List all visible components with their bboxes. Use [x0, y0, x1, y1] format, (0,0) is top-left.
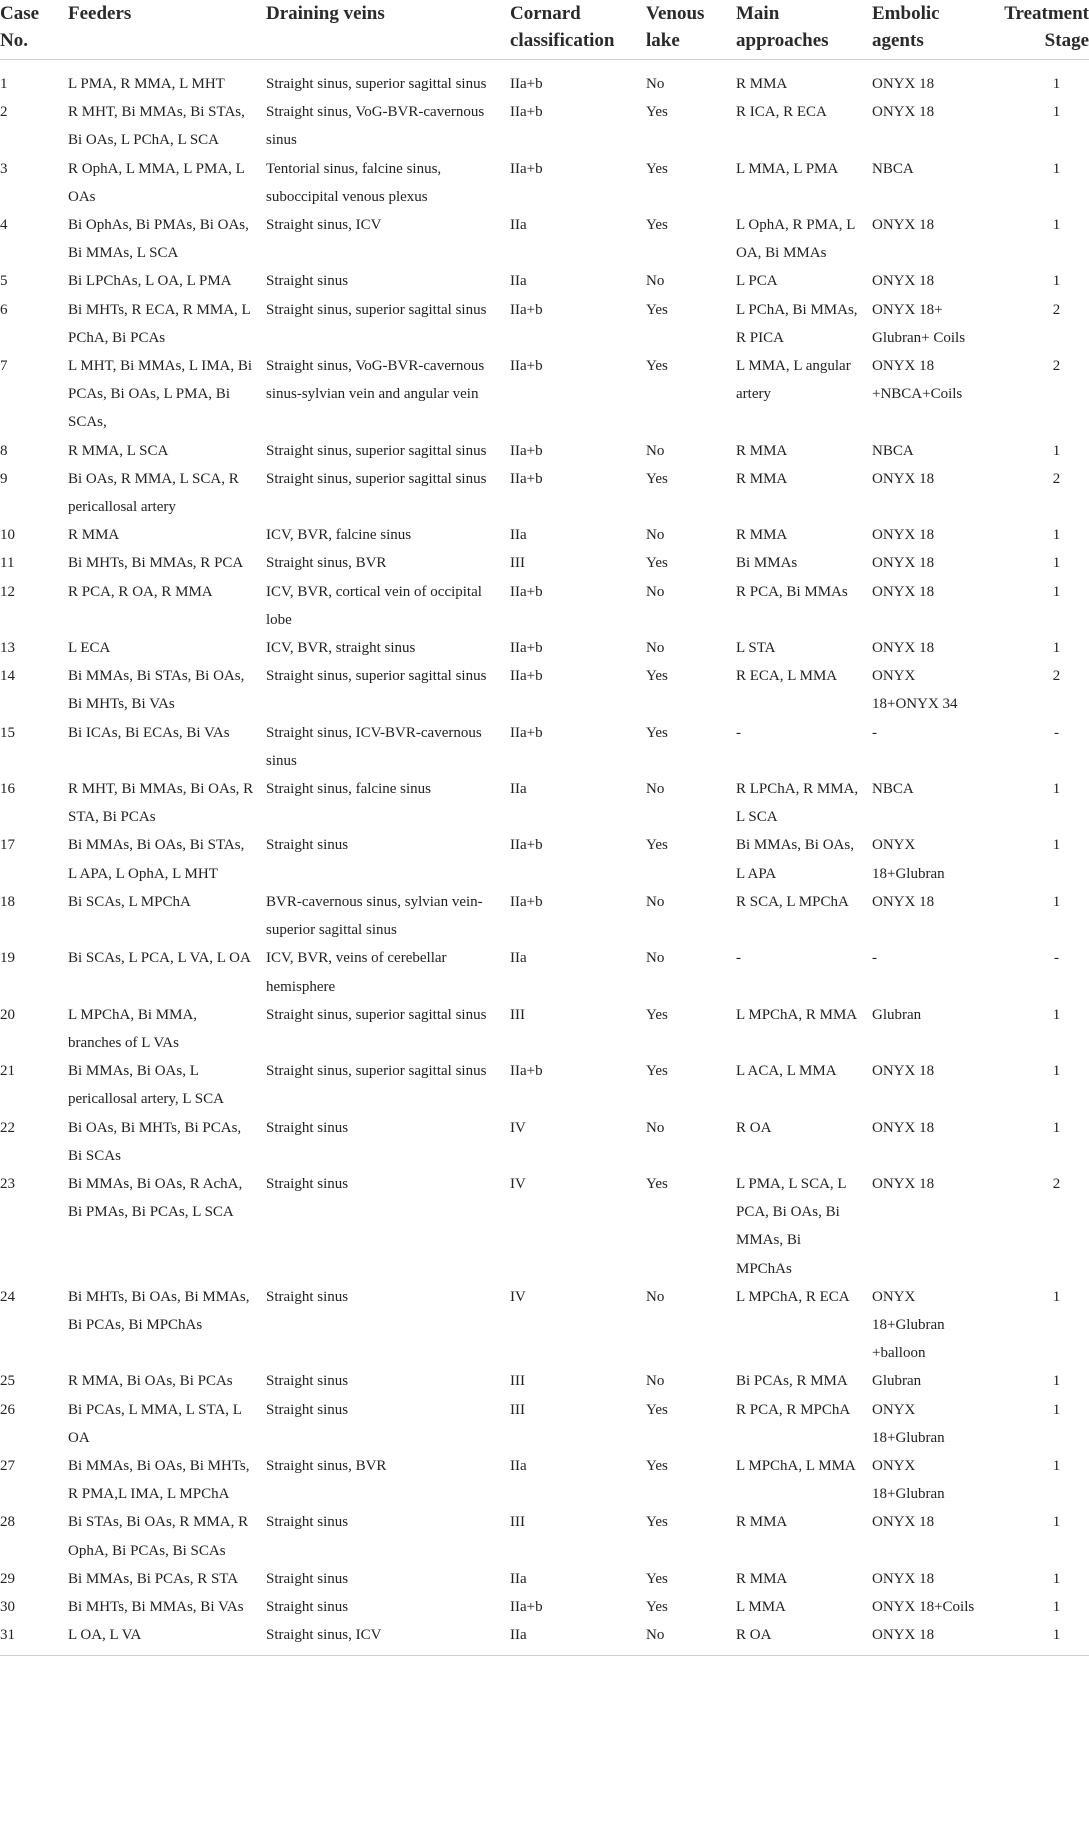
- table-row: [0, 775, 1089, 831]
- main-approaches-cell: R MMA: [736, 76, 788, 92]
- treatment-stage-cell: 2: [1052, 1175, 1061, 1192]
- draining-veins-cell: Straight sinus: [266, 1119, 349, 1136]
- draining-veins-cell: Straight sinus, VoG-BVR-cavernous sinus-sylvian vein and angular vein: [266, 358, 485, 403]
- cornard-cell: III: [510, 555, 525, 572]
- feeders-cell: Bi LPChAs, L OA, L PMA: [68, 273, 232, 290]
- treatment-stage-cell: 1: [1052, 1288, 1061, 1305]
- table-row: [0, 578, 1089, 634]
- draining-veins-cell: Straight sinus, superior sagittal sinus: [266, 76, 487, 92]
- case-no-cell: 29: [0, 1570, 15, 1587]
- draining-veins-cell: Straight sinus: [266, 1598, 349, 1615]
- draining-veins-cell: Straight sinus: [266, 1175, 349, 1192]
- venous-lake-cell: Yes: [646, 217, 668, 234]
- venous-lake-cell: No: [646, 1288, 665, 1305]
- venous-lake-cell: No: [646, 893, 665, 910]
- embolic-agents-cell: Glubran: [872, 1006, 922, 1023]
- feeders-cell: R MHT, Bi MMAs, Bi OAs, R STA, Bi PCAs: [68, 781, 254, 826]
- cornard-cell: IIa+b: [510, 104, 543, 121]
- draining-veins-cell: Straight sinus, superior sagittal sinus: [266, 1006, 487, 1023]
- table-row: [0, 944, 1089, 1000]
- table-row: [0, 1452, 1089, 1508]
- draining-veins-cell: Straight sinus, BVR: [266, 555, 387, 572]
- case-no-cell: 22: [0, 1119, 15, 1136]
- embolic-agents-cell: ONYX 18: [872, 1175, 935, 1192]
- main-approaches-cell: -: [736, 724, 741, 741]
- cornard-cell: IIa: [510, 217, 527, 234]
- feeders-cell: R PCA, R OA, R MMA: [68, 583, 213, 600]
- table-row: [0, 634, 1089, 662]
- feeders-cell: Bi MMAs, Bi OAs, R AchA, Bi PMAs, Bi PCAs, L SCA: [68, 1175, 243, 1221]
- cornard-cell: IIa: [510, 273, 527, 290]
- treatment-stage-cell: 2: [1052, 668, 1061, 685]
- main-approaches-cell: -: [736, 950, 741, 967]
- embolic-agents-cell: ONYX 18: [872, 273, 935, 290]
- feeders-cell: Bi MHTs, Bi OAs, Bi MMAs, Bi PCAs, Bi MPChAs: [68, 1288, 250, 1333]
- embolic-agents-cell: ONYX 18: [872, 640, 935, 657]
- main-approaches-cell: R PCA, R MPChA: [736, 1401, 851, 1418]
- draining-veins-cell: Straight sinus, superior sagittal sinus: [266, 668, 487, 685]
- table-header: [0, 0, 1089, 60]
- embolic-agents-cell: -: [872, 724, 877, 741]
- draining-veins-cell: ICV, BVR, cortical vein of occipital lobe: [266, 583, 482, 628]
- embolic-agents-cell: ONYX 18: [872, 527, 935, 544]
- draining-veins-cell: Straight sinus, ICV: [266, 217, 382, 234]
- table-row: [0, 155, 1089, 211]
- feeders-cell: L MPChA, Bi MMA, branches of L VAs: [68, 1006, 198, 1051]
- venous-lake-cell: Yes: [646, 668, 668, 685]
- cornard-cell: III: [510, 1006, 525, 1023]
- treatment-stage-cell: 1: [1052, 527, 1061, 544]
- main-approaches-cell: Bi MMAs: [736, 555, 798, 572]
- header-draining-veins: Draining veins: [258, 0, 502, 60]
- header-cornard-classification: Cornard classification: [502, 0, 638, 60]
- draining-veins-cell: Straight sinus, VoG-BVR-cavernous sinus: [266, 104, 485, 149]
- case-no-cell: 12: [0, 583, 15, 600]
- case-no-cell: 28: [0, 1514, 15, 1531]
- main-approaches-cell: R ECA, L MMA: [736, 668, 838, 685]
- treatment-stage-cell: 1: [1052, 104, 1061, 121]
- feeders-cell: Bi MMAs, Bi PCAs, R STA: [68, 1570, 239, 1587]
- venous-lake-cell: No: [646, 273, 665, 290]
- table-row: [0, 719, 1089, 775]
- main-approaches-cell: R OA: [736, 1119, 772, 1136]
- feeders-cell: Bi SCAs, L MPChA: [68, 893, 191, 910]
- cornard-cell: IIa: [510, 1457, 527, 1474]
- feeders-cell: Bi MHTs, R ECA, R MMA, L PChA, Bi PCAs: [68, 301, 251, 346]
- venous-lake-cell: Yes: [646, 1598, 668, 1615]
- case-no-cell: 9: [0, 470, 8, 487]
- venous-lake-cell: Yes: [646, 1514, 668, 1531]
- main-approaches-cell: Bi PCAs, R MMA: [736, 1373, 848, 1390]
- feeders-cell: Bi MMAs, Bi OAs, Bi MHTs, R PMA,L IMA, L MPChA: [68, 1457, 250, 1503]
- venous-lake-cell: Yes: [646, 1570, 668, 1587]
- header-venous-lake: Venous lake: [638, 0, 728, 60]
- table-row: [0, 437, 1089, 465]
- case-no-cell: 8: [0, 442, 8, 459]
- embolic-agents-cell: ONYX 18: [864, 1621, 984, 1656]
- main-approaches-cell: R MMA: [736, 442, 788, 459]
- table-row: [0, 1565, 1089, 1593]
- venous-lake-cell: No: [646, 583, 665, 600]
- draining-veins-cell: Straight sinus, ICV-BVR-cavernous sinus: [266, 724, 482, 769]
- embolic-agents-cell: ONYX 18: [872, 470, 935, 487]
- venous-lake-cell: Yes: [646, 301, 668, 318]
- feeders-cell: Bi MHTs, Bi MMAs, R PCA: [68, 555, 244, 572]
- draining-veins-cell: Straight sinus: [266, 1288, 349, 1305]
- venous-lake-cell: Yes: [646, 1063, 668, 1080]
- venous-lake-cell: Yes: [646, 555, 668, 572]
- embolic-agents-cell: ONYX 18+Glubran +balloon: [872, 1288, 945, 1362]
- venous-lake-cell: No: [646, 640, 665, 657]
- case-no-cell: 14: [0, 668, 15, 685]
- venous-lake-cell: Yes: [646, 837, 668, 854]
- main-approaches-cell: L MMA, L angular artery: [736, 358, 851, 403]
- embolic-agents-cell: ONYX 18: [872, 76, 935, 92]
- table-row: [0, 1593, 1089, 1621]
- case-no-cell: 13: [0, 640, 15, 657]
- table-row: [0, 1170, 1089, 1283]
- draining-veins-cell: Straight sinus: [266, 273, 349, 290]
- table-row: [0, 1114, 1089, 1170]
- table-row: [0, 662, 1089, 718]
- venous-lake-cell: No: [646, 1373, 665, 1390]
- feeders-cell: Bi OphAs, Bi PMAs, Bi OAs, Bi MMAs, L SCA: [68, 217, 249, 262]
- draining-veins-cell: Straight sinus: [266, 1514, 349, 1531]
- embolic-agents-cell: ONYX 18: [872, 104, 935, 121]
- treatment-stage-cell: 1: [1052, 555, 1061, 572]
- venous-lake-cell: No: [646, 442, 665, 459]
- draining-veins-cell: Straight sinus, ICV: [258, 1621, 502, 1656]
- table-row: [0, 549, 1089, 577]
- table-row: [0, 60, 1089, 99]
- venous-lake-cell: Yes: [646, 1457, 668, 1474]
- main-approaches-cell: L MMA, L PMA: [736, 160, 839, 177]
- case-no-cell: 10: [0, 527, 15, 544]
- venous-lake-cell: No: [646, 527, 665, 544]
- case-no-cell: 1: [0, 76, 8, 92]
- table-row: [0, 352, 1089, 437]
- embolic-agents-cell: NBCA: [872, 160, 914, 177]
- case-no-cell: 15: [0, 724, 15, 741]
- embolic-agents-cell: ONYX 18: [872, 583, 935, 600]
- treatment-stage-cell: -: [1054, 724, 1059, 741]
- treatment-stage-cell: 1: [1052, 583, 1061, 600]
- treatment-stage-cell: 1: [1052, 1598, 1061, 1615]
- treatment-stage-cell: 1: [1052, 1457, 1061, 1474]
- table-row: [0, 1367, 1089, 1395]
- case-no-cell: 25: [0, 1373, 15, 1390]
- table-row: [0, 888, 1089, 944]
- main-approaches-cell: R PCA, Bi MMAs: [736, 583, 848, 600]
- case-no-cell: 19: [0, 950, 15, 967]
- main-approaches-cell: R MMA: [736, 1514, 788, 1531]
- draining-veins-cell: BVR-cavernous sinus, sylvian vein-superior sagittal sinus: [266, 893, 483, 939]
- draining-veins-cell: Straight sinus: [266, 1401, 349, 1418]
- table-row: [0, 267, 1089, 295]
- main-approaches-cell: R OA: [728, 1621, 864, 1656]
- embolic-agents-cell: NBCA: [872, 442, 914, 459]
- treatment-stage-cell: 1: [1052, 76, 1061, 92]
- case-no-cell: 11: [0, 555, 15, 572]
- venous-lake-cell: No: [646, 1119, 665, 1136]
- venous-lake-cell: Yes: [646, 724, 668, 741]
- venous-lake-cell: No: [646, 76, 665, 92]
- main-approaches-cell: Bi MMAs, Bi OAs, L APA: [736, 837, 854, 882]
- header-treatment-stage: Treatment Stage: [984, 0, 1089, 60]
- feeders-cell: R OphA, L MMA, L PMA, L OAs: [68, 160, 245, 205]
- treatment-stage-cell: 1: [1052, 1514, 1061, 1531]
- treatment-stage-cell: 2: [1052, 470, 1061, 487]
- draining-veins-cell: Straight sinus, falcine sinus: [266, 781, 431, 798]
- feeders-cell: Bi PCAs, L MMA, L STA, L OA: [68, 1401, 242, 1446]
- cornard-cell: IIa+b: [510, 76, 543, 92]
- table-row: [0, 521, 1089, 549]
- header-main-approaches: Main approaches: [728, 0, 864, 60]
- case-no-cell: 21: [0, 1063, 15, 1080]
- draining-veins-cell: ICV, BVR, straight sinus: [266, 640, 416, 657]
- table-row: [0, 1396, 1089, 1452]
- treatment-stage-cell: 1: [1052, 1119, 1061, 1136]
- main-approaches-cell: L PChA, Bi MMAs, R PICA: [736, 301, 858, 346]
- treatment-stage-cell: 1: [1052, 1401, 1061, 1418]
- draining-veins-cell: ICV, BVR, falcine sinus: [266, 527, 412, 544]
- treatment-stage-cell: 1: [1052, 1063, 1061, 1080]
- feeders-cell: Bi SCAs, L PCA, L VA, L OA: [68, 950, 251, 967]
- case-no-cell: 6: [0, 301, 8, 318]
- main-approaches-cell: L PCA: [736, 273, 778, 290]
- table-row: [0, 465, 1089, 521]
- cornard-cell: IV: [510, 1288, 526, 1305]
- case-no-cell: 3: [0, 160, 8, 177]
- table-row: [0, 296, 1089, 352]
- main-approaches-cell: R LPChA, R MMA, L SCA: [736, 781, 859, 826]
- treatment-stage-cell: 1: [1052, 837, 1061, 854]
- embolic-agents-cell: ONYX 18: [872, 1119, 935, 1136]
- treatment-stage-cell: 1: [1052, 273, 1061, 290]
- feeders-cell: Bi MMAs, Bi STAs, Bi OAs, Bi MHTs, Bi VAs: [68, 668, 245, 713]
- embolic-agents-cell: NBCA: [872, 781, 914, 798]
- main-approaches-cell: R ICA, R ECA: [736, 104, 827, 121]
- draining-veins-cell: Straight sinus: [266, 1373, 349, 1390]
- main-approaches-cell: L MPChA, R ECA: [736, 1288, 850, 1305]
- case-no-cell: 27: [0, 1457, 15, 1474]
- venous-lake-cell: Yes: [646, 160, 668, 177]
- cornard-cell: IIa: [510, 527, 527, 544]
- treatment-stage-cell: 1: [1052, 1006, 1061, 1023]
- main-approaches-cell: R MMA: [736, 1570, 788, 1587]
- cornard-cell: IIa+b: [510, 470, 543, 487]
- header-embolic-agents: Embolic agents: [864, 0, 984, 60]
- draining-veins-cell: Straight sinus: [266, 837, 349, 854]
- feeders-cell: L ECA: [68, 640, 111, 657]
- cornard-cell: IIa+b: [510, 1598, 543, 1615]
- draining-veins-cell: Tentorial sinus, falcine sinus, suboccipital venous plexus: [266, 160, 442, 205]
- cornard-cell: IIa+b: [510, 583, 543, 600]
- case-no-cell: 26: [0, 1401, 15, 1418]
- draining-veins-cell: Straight sinus, BVR: [266, 1457, 387, 1474]
- cornard-cell: IIa: [502, 1621, 638, 1656]
- table-row: [0, 1001, 1089, 1057]
- cornard-cell: IIa+b: [510, 668, 543, 685]
- embolic-agents-cell: -: [872, 950, 877, 967]
- venous-lake-cell: Yes: [646, 1006, 668, 1023]
- feeders-cell: Bi MHTs, Bi MMAs, Bi VAs: [68, 1598, 244, 1615]
- embolic-agents-cell: ONYX 18+Glubran: [872, 1457, 945, 1503]
- feeders-cell: L PMA, R MMA, L MHT: [68, 76, 225, 92]
- venous-lake-cell: Yes: [646, 104, 668, 121]
- feeders-cell: R MMA, Bi OAs, Bi PCAs: [68, 1373, 233, 1390]
- embolic-agents-cell: ONYX 18+Glubran: [872, 1401, 945, 1446]
- case-no-cell: 20: [0, 1006, 15, 1023]
- cornard-cell: IIa+b: [510, 724, 543, 741]
- main-approaches-cell: R MMA: [736, 527, 788, 544]
- embolic-agents-cell: ONYX 18 +NBCA+Coils: [872, 358, 963, 403]
- cornard-cell: IIa+b: [510, 640, 543, 657]
- draining-veins-cell: Straight sinus, superior sagittal sinus: [266, 470, 487, 487]
- draining-veins-cell: Straight sinus: [266, 1570, 349, 1587]
- case-no-cell: 18: [0, 893, 15, 910]
- case-no-cell: 31: [0, 1621, 60, 1656]
- feeders-cell: Bi MMAs, Bi OAs, L pericallosal artery, L SCA: [68, 1063, 224, 1108]
- feeders-cell: L OA, L VA: [60, 1621, 258, 1656]
- embolic-agents-cell: Glubran: [872, 1373, 922, 1390]
- cornard-cell: IIa: [510, 950, 527, 967]
- embolic-agents-cell: ONYX 18: [872, 893, 935, 910]
- treatment-stage-cell: 1: [1052, 217, 1061, 234]
- feeders-cell: Bi MMAs, Bi OAs, Bi STAs, L APA, L OphA, L MHT: [68, 837, 245, 882]
- venous-lake-cell: No: [638, 1621, 728, 1656]
- feeders-cell: R MMA: [68, 527, 120, 544]
- cornard-cell: IIa+b: [510, 1063, 543, 1080]
- case-no-cell: 16: [0, 781, 15, 798]
- feeders-cell: R MHT, Bi MMAs, Bi STAs, Bi OAs, L PChA, L SCA: [68, 104, 245, 149]
- case-no-cell: 2: [0, 104, 8, 121]
- main-approaches-cell: L OphA, R PMA, L OA, Bi MMAs: [736, 217, 855, 262]
- table-row: [0, 1057, 1089, 1113]
- treatment-stage-cell: 1: [1052, 160, 1061, 177]
- table-row: [0, 1283, 1089, 1368]
- treatment-stage-cell: 1: [1052, 781, 1061, 798]
- table-row: [0, 98, 1089, 154]
- header-row: [0, 0, 1089, 60]
- feeders-cell: R MMA, L SCA: [68, 442, 169, 459]
- cornard-cell: IV: [510, 1119, 526, 1136]
- venous-lake-cell: Yes: [646, 1175, 668, 1192]
- case-no-cell: 4: [0, 217, 8, 234]
- treatment-stage-cell: 1: [1052, 1570, 1061, 1587]
- embolic-agents-cell: ONYX 18+Glubran: [872, 837, 945, 882]
- draining-veins-cell: ICV, BVR, veins of cerebellar hemisphere: [266, 950, 447, 995]
- main-approaches-cell: L MPChA, R MMA: [736, 1006, 858, 1023]
- cornard-cell: IIa+b: [510, 893, 543, 910]
- treatment-stage-cell: 2: [1052, 301, 1061, 318]
- main-approaches-cell: L STA: [736, 640, 776, 657]
- table-body: [0, 60, 1089, 1656]
- embolic-agents-cell: ONYX 18+Coils: [872, 1598, 975, 1615]
- cornard-cell: IIa+b: [510, 837, 543, 854]
- main-approaches-cell: L MMA: [736, 1598, 786, 1615]
- header-case-no: Case No.: [0, 0, 60, 60]
- venous-lake-cell: Yes: [646, 1401, 668, 1418]
- feeders-cell: Bi ICAs, Bi ECAs, Bi VAs: [68, 724, 230, 741]
- cornard-cell: IIa+b: [510, 160, 543, 177]
- table-row: [0, 1621, 1089, 1656]
- cornard-cell: IIa: [510, 1570, 527, 1587]
- treatment-stage-cell: 1: [1052, 640, 1061, 657]
- case-no-cell: 5: [0, 273, 8, 290]
- cornard-cell: IIa+b: [510, 301, 543, 318]
- main-approaches-cell: R MMA: [736, 470, 788, 487]
- venous-lake-cell: No: [646, 781, 665, 798]
- case-no-cell: 23: [0, 1175, 15, 1192]
- feeders-cell: Bi OAs, Bi MHTs, Bi PCAs, Bi SCAs: [68, 1119, 242, 1164]
- feeders-cell: Bi OAs, R MMA, L SCA, R pericallosal artery: [68, 470, 239, 516]
- venous-lake-cell: Yes: [646, 358, 668, 375]
- cornard-cell: III: [510, 1514, 525, 1531]
- feeders-cell: Bi STAs, Bi OAs, R MMA, R OphA, Bi PCAs, Bi SCAs: [68, 1514, 249, 1559]
- draining-veins-cell: Straight sinus, superior sagittal sinus: [266, 301, 487, 318]
- case-no-cell: 24: [0, 1288, 15, 1305]
- embolic-agents-cell: ONYX 18: [872, 555, 935, 572]
- embolic-agents-cell: ONYX 18: [872, 217, 935, 234]
- venous-lake-cell: No: [646, 950, 665, 967]
- main-approaches-cell: L MPChA, L MMA: [736, 1457, 856, 1474]
- embolic-agents-cell: ONYX 18: [872, 1063, 935, 1080]
- cornard-cell: IIa+b: [510, 358, 543, 375]
- cornard-cell: III: [510, 1401, 525, 1418]
- venous-lake-cell: Yes: [646, 470, 668, 487]
- treatment-stage-cell: -: [1054, 950, 1059, 967]
- case-no-cell: 30: [0, 1598, 15, 1615]
- cornard-cell: IIa+b: [510, 442, 543, 459]
- main-approaches-cell: L ACA, L MMA: [736, 1063, 837, 1080]
- treatment-stage-cell: 1: [1052, 893, 1061, 910]
- draining-veins-cell: Straight sinus, superior sagittal sinus: [266, 442, 487, 459]
- treatment-stage-cell: 2: [1052, 358, 1061, 375]
- table-row: [0, 211, 1089, 267]
- cornard-cell: IV: [510, 1175, 526, 1192]
- cornard-cell: IIa: [510, 781, 527, 798]
- case-no-cell: 7: [0, 358, 8, 375]
- main-approaches-cell: L PMA, L SCA, L PCA, Bi OAs, Bi MMAs, Bi MPChAs: [736, 1175, 847, 1277]
- treatment-stage-cell: 1: [1052, 1373, 1061, 1390]
- embolic-agents-cell: ONYX 18: [872, 1514, 935, 1531]
- table-row: [0, 1508, 1089, 1564]
- header-feeders: Feeders: [60, 0, 258, 60]
- cornard-cell: III: [510, 1373, 525, 1390]
- feeders-cell: L MHT, Bi MMAs, L IMA, Bi PCAs, Bi OAs, L PMA, Bi SCAs,: [68, 358, 253, 431]
- case-no-cell: 17: [0, 837, 15, 854]
- embolic-agents-cell: ONYX 18+ONYX 34: [872, 668, 958, 713]
- embolic-agents-cell: ONYX 18+ Glubran+ Coils: [872, 301, 966, 346]
- treatment-stage-cell: 1: [1052, 442, 1061, 459]
- table-row: [0, 831, 1089, 887]
- draining-veins-cell: Straight sinus, superior sagittal sinus: [266, 1063, 487, 1080]
- embolic-agents-cell: ONYX 18: [872, 1570, 935, 1587]
- main-approaches-cell: R SCA, L MPChA: [736, 893, 849, 910]
- treatment-stage-cell: 1: [984, 1621, 1089, 1656]
